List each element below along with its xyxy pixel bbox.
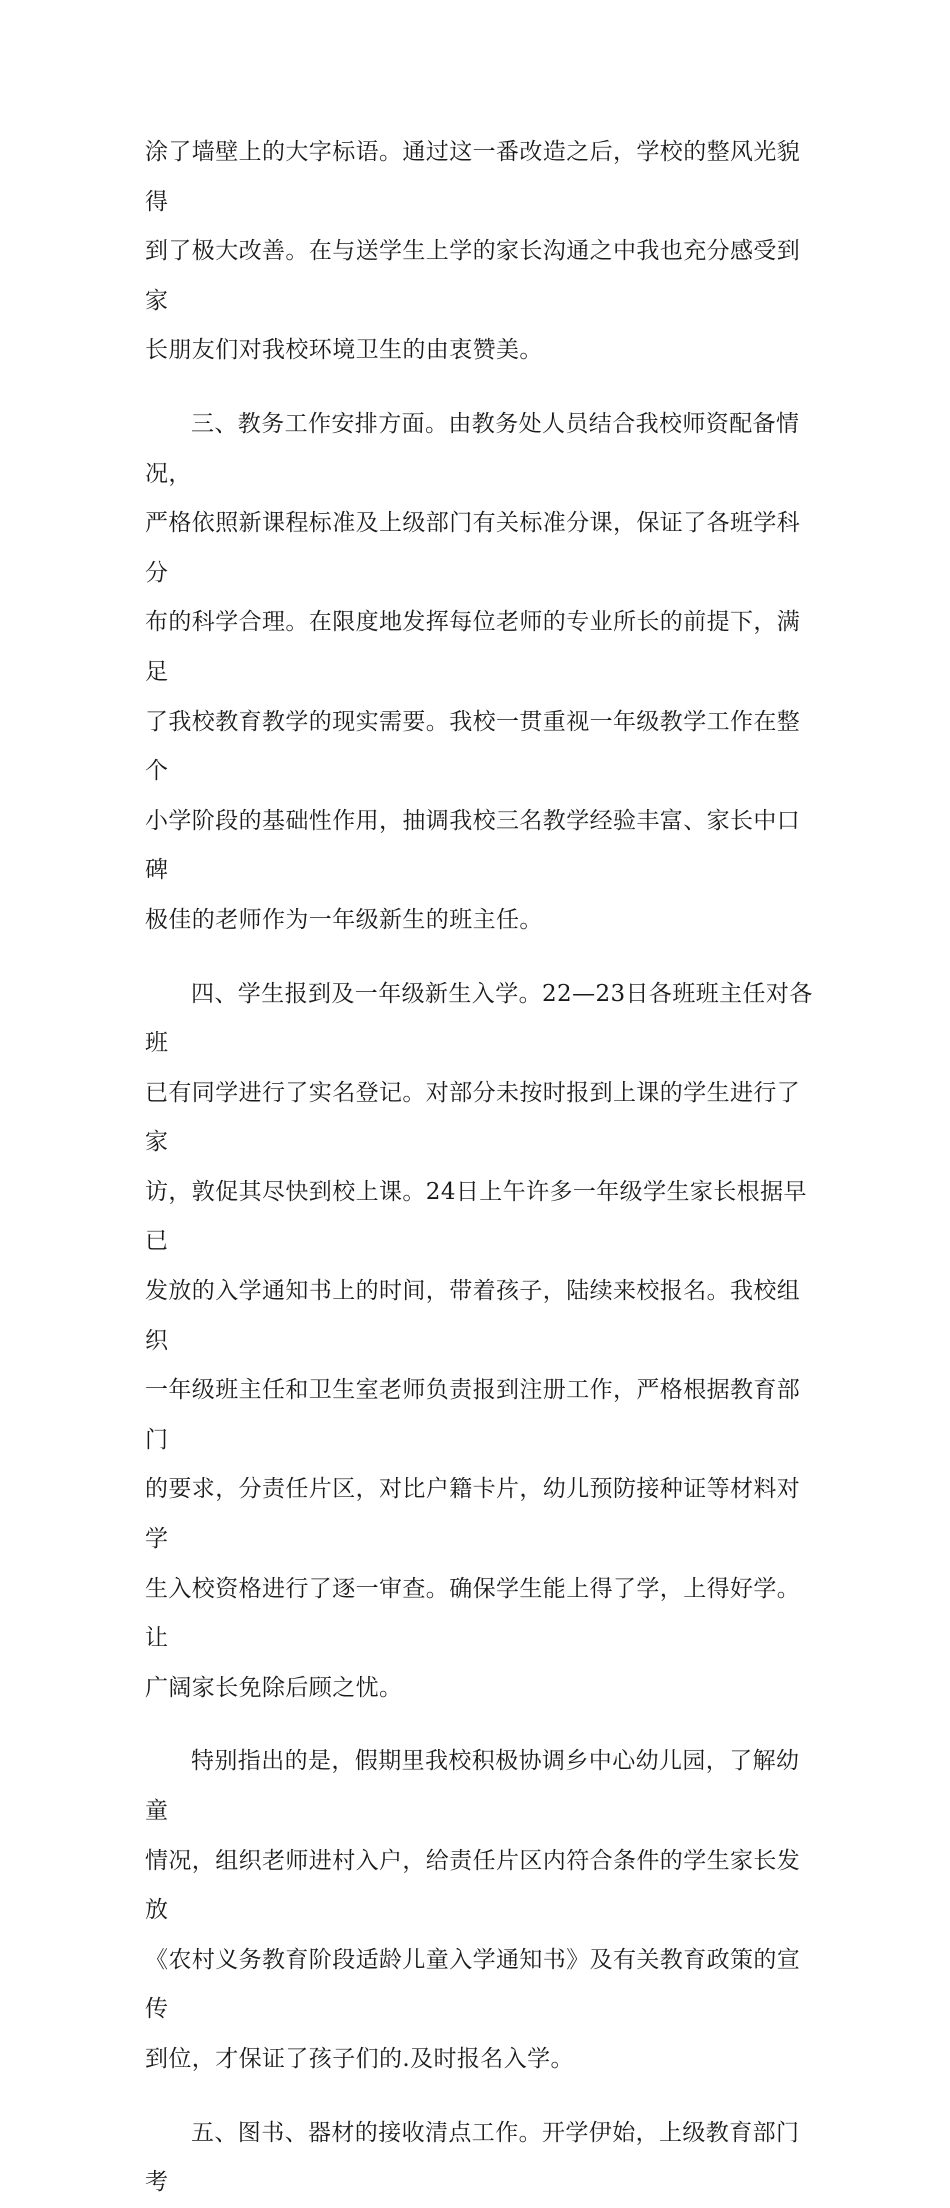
- text-line: 涂了墙壁上的大字标语。通过这一番改造之后，学校的整风光貌得: [145, 139, 801, 215]
- text-line: 了我校教育教学的现实需要。我校一贯重视一年级教学工作在整个: [145, 708, 801, 785]
- text-line: 的要求，分责任片区，对比户籍卡片，幼儿预防接种证等材料对学: [145, 1476, 801, 1553]
- text-line: 到了极大改善。在与送学生上学的家长沟通之中我也充分感受到家: [145, 238, 801, 314]
- paragraph-books-equipment: [145, 2109, 815, 2208]
- text-line: 极佳的老师作为一年级新生的班主任。: [145, 906, 543, 933]
- document-body: [145, 128, 815, 2208]
- text-line: 布的科学合理。在限度地发挥每位老师的专业所长的前提下，满足: [145, 609, 801, 685]
- paragraph-academic-affairs: [145, 400, 815, 946]
- text-line: 五、图书、器材的接收清点工作。开学伊始，上级教育部门考: [145, 2119, 800, 2196]
- text-line: 发放的入学通知书上的时间，带着孩子，陆续来校报名。我校组织: [145, 1278, 801, 1354]
- paragraph-student-registration: [145, 970, 815, 1714]
- paragraph-environment-summary: [145, 128, 815, 376]
- text-line: 生入校资格进行了逐一审查。确保学生能上得了学，上得好学。让: [145, 1575, 801, 1652]
- text-line: 特别指出的是，假期里我校积极协调乡中心幼儿园，了解幼童: [145, 1748, 800, 1824]
- text-line: 三、教务工作安排方面。由教务处人员结合我校师资配备情况，: [145, 410, 800, 487]
- text-line: 一年级班主任和卫生室老师负责报到注册工作，严格根据教育部门: [145, 1377, 801, 1453]
- text-line: 访，敦促其尽快到校上课。24日上午许多一年级学生家长根据早已: [145, 1178, 807, 1255]
- text-line: 情况，组织老师进村入户，给责任片区内符合条件的学生家长发放: [145, 1847, 801, 1924]
- text-line: 四、学生报到及一年级新生入学。22—23日各班班主任对各班: [145, 980, 813, 1057]
- paragraph-special-note: [145, 1737, 815, 2084]
- text-line: 严格依照新课程标准及上级部门有关标准分课，保证了各班学科分: [145, 510, 801, 586]
- text-line: 长朋友们对我校环境卫生的由衷赞美。: [145, 337, 543, 364]
- text-line: 《农村义务教育阶段适龄儿童入学通知书》及有关教育政策的宣传: [145, 1946, 801, 2023]
- text-line: 广阔家长免除后顾之忧。: [145, 1674, 403, 1701]
- text-line: 小学阶段的基础性作用，抽调我校三名教学经验丰富、家长中口碑: [145, 807, 801, 884]
- text-line: 已有同学进行了实名登记。对部分未按时报到上课的学生进行了家: [145, 1079, 801, 1156]
- text-line: 到位，才保证了孩子们的.及时报名入学。: [145, 2045, 574, 2072]
